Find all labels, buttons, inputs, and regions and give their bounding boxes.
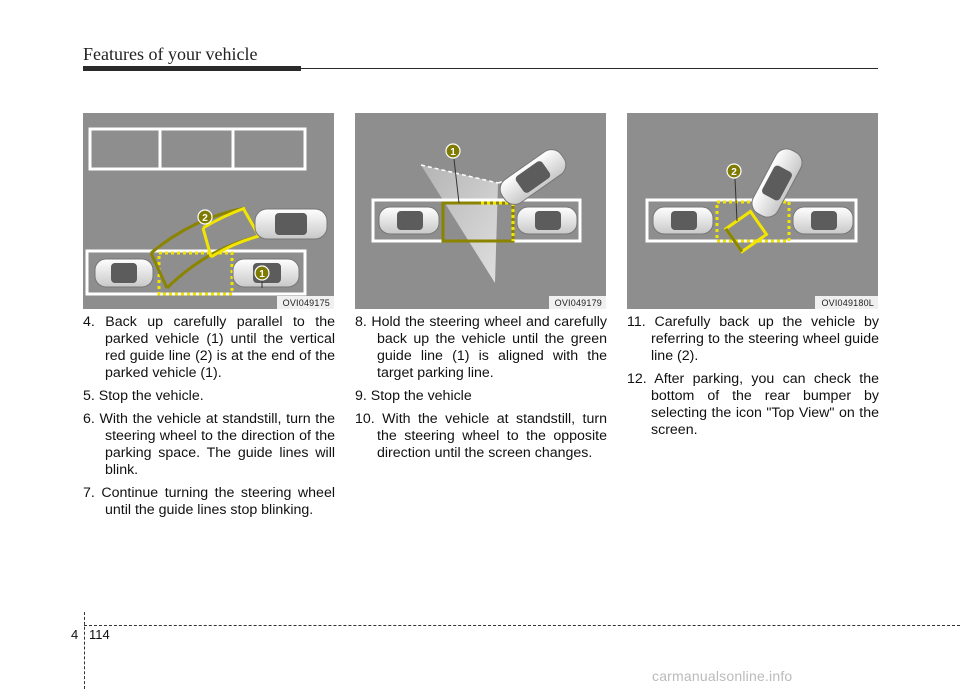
step-item: 7. Continue turning the steering wheel until the guide lines stop blinking.	[83, 485, 335, 518]
figure-steering-guide	[627, 113, 878, 309]
parking-illustration-3	[627, 113, 878, 309]
header-rule	[83, 66, 878, 71]
parked-car-front	[793, 207, 853, 234]
step-item: 9. Stop the vehicle	[355, 388, 472, 404]
parking-illustration-1	[83, 113, 334, 309]
svg-text:1: 1	[450, 147, 456, 158]
steps-column-1	[83, 314, 335, 525]
parked-car-rear	[653, 207, 713, 234]
figure-code: OVI049175	[277, 296, 334, 309]
figure-parallel-reverse	[83, 113, 334, 309]
step-item: 4. Back up carefully parallel to the parked vehicle (1) until the vertical red guide line (2) is at the end of the parked vehicle (1).	[83, 314, 335, 381]
watermark: carmanualsonline.info	[652, 668, 793, 684]
step-item: 10. With the vehicle at standstill, turn the steering wheel to the opposite direction until the screen changes.	[355, 411, 607, 461]
step-item: 11. Carefully back up the vehicle by referring to the steering wheel guide line (2).	[627, 314, 879, 364]
parked-car-rear	[95, 259, 153, 287]
parked-car-front	[517, 207, 577, 234]
page-number: 114	[89, 627, 110, 642]
svg-text:2: 2	[731, 167, 737, 178]
step-item: 5. Stop the vehicle.	[83, 388, 204, 404]
footer-divider-vertical	[84, 612, 85, 689]
page-section-title: Features of your vehicle	[83, 44, 258, 64]
parking-illustration-2	[355, 113, 606, 309]
parked-car-rear	[379, 207, 439, 234]
figure-align-guide	[355, 113, 606, 309]
chapter-number: 4	[71, 627, 79, 642]
steps-column-2	[355, 314, 607, 468]
steps-column-3	[627, 314, 879, 445]
step-item: 6. With the vehicle at standstill, turn the steering wheel to the direction of the parking space. The guide lines will blink.	[83, 411, 335, 478]
svg-text:2: 2	[202, 213, 208, 224]
step-item: 8. Hold the steering wheel and carefully back up the vehicle until the green guide line (1) is aligned with the target parking line.	[355, 314, 607, 381]
figure-code: OVI049180L	[815, 296, 878, 309]
footer-divider-horizontal	[84, 625, 960, 626]
callout-2	[198, 210, 212, 224]
step-item: 12. After parking, you can check the bottom of the rear bumper by selecting the icon "Top View" on the screen.	[627, 371, 879, 438]
svg-text:1: 1	[259, 269, 265, 280]
reversing-car	[255, 209, 327, 239]
callout-2	[727, 164, 741, 221]
figure-code: OVI049179	[549, 296, 606, 309]
